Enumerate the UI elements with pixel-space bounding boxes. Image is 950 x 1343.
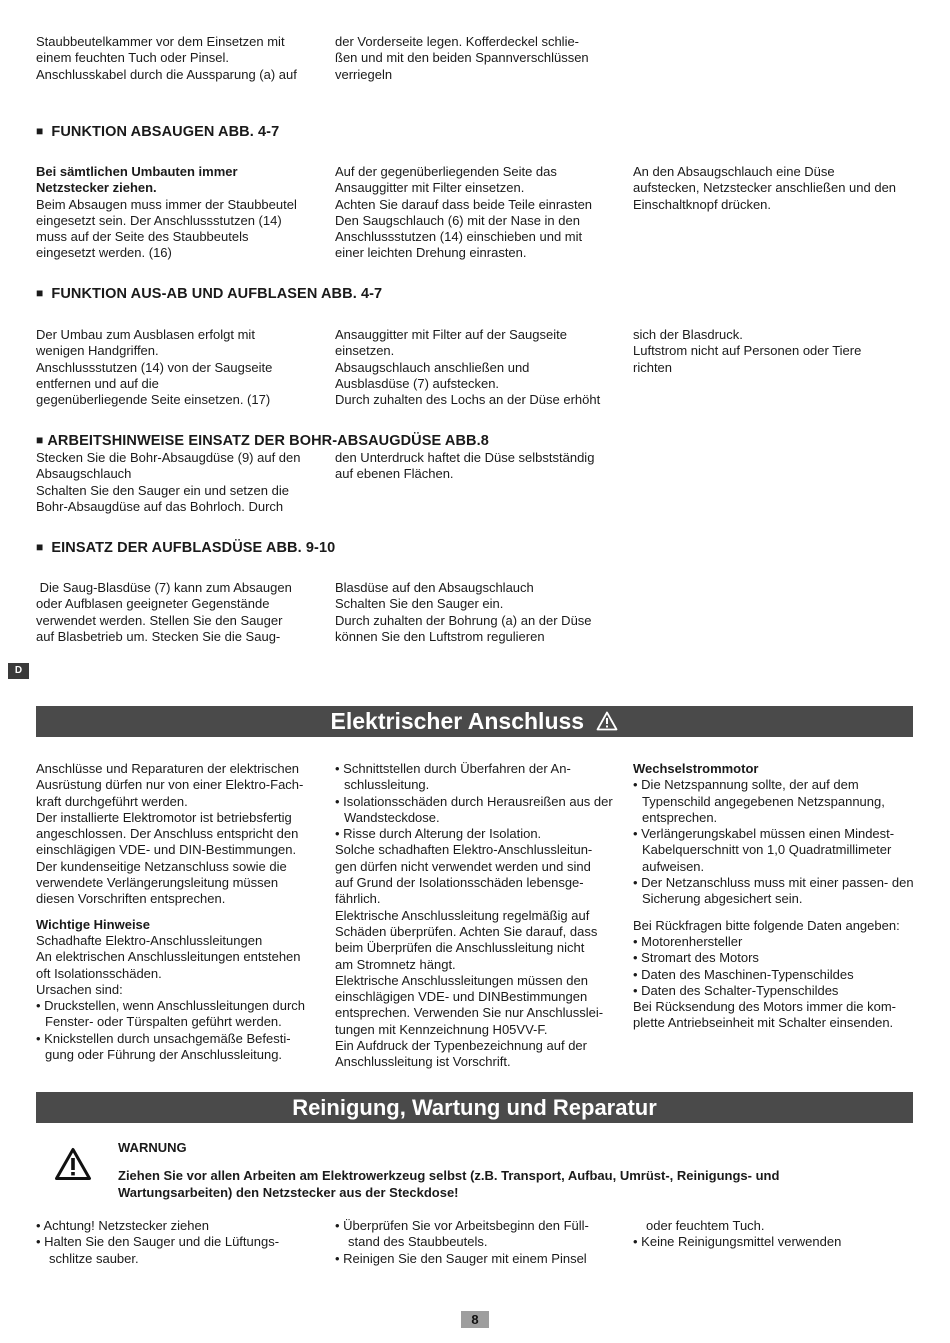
s1-col2 bbox=[335, 164, 625, 262]
heading-text: FUNKTION AUS-AB UND AUFBLASEN ABB. 4-7 bbox=[51, 286, 383, 302]
text-line: Achten Sie darauf dass beide Teile einrasten bbox=[335, 196, 593, 212]
text-line: Ansauggitter mit Filter auf der Saugseite bbox=[335, 327, 567, 342]
text-line: Schalten Sie den Sauger ein. bbox=[335, 596, 504, 612]
text-line: können Sie den Luftstrom regulieren bbox=[335, 628, 545, 644]
section-banner-elektrisch bbox=[36, 706, 913, 737]
top-col1 bbox=[36, 34, 326, 83]
text-line: eingesetzt sein. Der Anschlussstutzen (14) bbox=[36, 212, 282, 228]
text-line: wenigen Handgriffen. bbox=[36, 343, 159, 359]
text-line: An elektrischen Anschlussleitungen entstehen bbox=[36, 949, 301, 965]
text-line: Schadhafte Elektro-Anschlussleitungen bbox=[36, 932, 263, 948]
text-line: kraft durchgeführt werden. bbox=[36, 793, 188, 809]
text-line: Den Saugschlauch (6) mit der Nase in den bbox=[335, 212, 580, 228]
elec-col2 bbox=[335, 761, 620, 1071]
maint-col3 bbox=[633, 1218, 913, 1251]
list-item: • Überprüfen Sie vor Arbeitsbeginn den Füll- stand des Staubbeutels. bbox=[335, 1218, 589, 1250]
list-item: • Daten des Schalter-Typenschildes bbox=[633, 982, 839, 998]
text-line: Anschlussstutzen (14) einschieben und mit bbox=[335, 229, 583, 245]
list-item: • Isolationsschäden durch Herausreißen aus der Wandsteckdose. bbox=[335, 793, 613, 825]
s1-col3 bbox=[633, 164, 923, 213]
text-line: Bohr-Absaugdüse auf das Bohrloch. Durch bbox=[36, 498, 284, 514]
text-line: Solche schadhaften Elektro-Anschlussleitun- bbox=[335, 842, 593, 858]
text-line: Schalten Sie den Sauger ein und setzen die bbox=[36, 482, 289, 498]
text-line: Absaugschlauch bbox=[36, 466, 132, 482]
text-line: einem feuchten Tuch oder Pinsel. bbox=[36, 50, 229, 66]
text-line: Bei sämtlichen Umbauten immer bbox=[36, 164, 238, 179]
list-item: • Achtung! Netzstecker ziehen bbox=[36, 1218, 209, 1233]
text-line: Schäden überprüfen. Achten Sie darauf, dass bbox=[335, 923, 598, 939]
text-line: einsetzen. bbox=[335, 343, 395, 359]
text-line: einer leichten Drehung einrasten. bbox=[335, 245, 527, 261]
list-item: • Keine Reinigungsmittel verwenden bbox=[633, 1234, 842, 1250]
text-line: Ausblasdüse (7) aufstecken. bbox=[335, 375, 500, 391]
list-item: • Risse durch Alterung der Isolation. bbox=[335, 826, 542, 842]
list-item: • Reinigen Sie den Sauger mit einem Pinsel bbox=[335, 1250, 587, 1266]
banner-title: Elektrischer Anschluss bbox=[330, 708, 585, 734]
text-line: oft Isolationsschäden. bbox=[36, 965, 162, 981]
list-item: • Die Netzspannung sollte, der auf dem Typenschild angegebenen Netzspannung, entsprechen. bbox=[633, 777, 885, 825]
s2-col2 bbox=[335, 327, 625, 408]
text-line: Durch zuhalten des Lochs an der Düse erhöht bbox=[335, 392, 601, 408]
s2-col3 bbox=[633, 327, 923, 376]
text-line: der Vorderseite legen. Kofferdeckel schlie- bbox=[335, 34, 580, 49]
text-line: verwendete Verlängerungsleitung müssen bbox=[36, 875, 279, 891]
section-banner-reinigung bbox=[36, 1092, 913, 1123]
text-line: einschlägigen VDE- und DINBestimmungen bbox=[335, 989, 588, 1005]
text-line: Netzstecker ziehen. bbox=[36, 180, 157, 196]
warning-icon bbox=[596, 711, 618, 731]
text-line: Bei Rückfragen bitte folgende Daten angeben: bbox=[633, 917, 900, 933]
text-line: gen dürfen nicht verwendet werden und sind bbox=[335, 858, 591, 874]
text-line: aufstecken, Netzstecker anschließen und den bbox=[633, 180, 897, 196]
s4-col2 bbox=[335, 580, 625, 645]
elec-col3 bbox=[633, 761, 918, 1032]
text-line: Der Umbau zum Ausblasen erfolgt mit bbox=[36, 327, 255, 342]
text-line: Anschlussstutzen (14) von der Saugseite bbox=[36, 359, 273, 375]
list-item: • Schnittstellen durch Überfahren der An- schlussleitung. bbox=[335, 761, 571, 793]
text-line: einschlägigen VDE- und DIN-Bestimmungen. bbox=[36, 842, 297, 858]
text-line: Absaugschlauch anschließen und bbox=[335, 359, 530, 375]
text-line: Anschlussleitung ist Vorschrift. bbox=[335, 1054, 511, 1070]
list-item: • Der Netzanschluss muss mit einer passen- den Sicherung abgesichert sein. bbox=[633, 875, 914, 907]
s3-col2 bbox=[335, 450, 625, 483]
text-line: plette Antriebseinheit mit Schalter einsenden. bbox=[633, 1015, 894, 1031]
text-line: fährlich. bbox=[335, 891, 381, 907]
heading-text: EINSATZ DER AUFBLASDÜSE ABB. 9-10 bbox=[51, 540, 336, 556]
maint-col2 bbox=[335, 1218, 615, 1267]
s4-col1 bbox=[36, 580, 326, 645]
square-bullet-icon: ■ bbox=[36, 286, 44, 300]
text-line: Ursachen sind: bbox=[36, 981, 123, 997]
text-line: richten bbox=[633, 359, 673, 375]
text-line: Auf der gegenüberliegenden Seite das bbox=[335, 164, 557, 179]
text-line: Durch zuhalten der Bohrung (a) an der Düse bbox=[335, 612, 592, 628]
text-line: Bei Rücksendung des Motors immer die kom- bbox=[633, 999, 896, 1015]
section-heading-aufblasduese bbox=[36, 540, 335, 556]
text-line: auf Grund der Isolationsschäden lebensge- bbox=[335, 875, 584, 891]
subheading: Wichtige Hinweise bbox=[36, 916, 151, 932]
text-line: Luftstrom nicht auf Personen oder Tiere bbox=[633, 343, 862, 359]
text-line: Stecken Sie die Bohr-Absaugdüse (9) auf den bbox=[36, 450, 301, 465]
text-line: auf ebenen Flächen. bbox=[335, 466, 454, 482]
text-line: tungen mit Kennzeichnung H05VV-F. bbox=[335, 1021, 548, 1037]
warning-triangle-icon bbox=[54, 1147, 92, 1181]
maint-col1 bbox=[36, 1218, 316, 1267]
text-line: eingesetzt werden. (16) bbox=[36, 245, 172, 261]
text-line: den Unterdruck haftet die Düse selbstständig bbox=[335, 450, 595, 465]
heading-text: ARBEITSHINWEISE EINSATZ DER BOHR-ABSAUGDÜSE ABB.8 bbox=[47, 433, 489, 449]
text-line: muss auf der Seite des Staubbeutels bbox=[36, 229, 249, 245]
list-item: • Daten des Maschinen-Typenschildes bbox=[633, 966, 854, 982]
warning-title: WARNUNG bbox=[118, 1140, 187, 1155]
text-line: oder feuchtem Tuch. bbox=[646, 1218, 765, 1233]
text-line: Die Saug-Blasdüse (7) kann zum Absaugen bbox=[36, 580, 292, 595]
section-heading-aufblasen bbox=[36, 286, 382, 302]
subheading: Wechselstrommotor bbox=[633, 761, 759, 776]
list-item: • Druckstellen, wenn Anschlussleitungen durch Fenster- oder Türspalten geführt werden. bbox=[36, 998, 306, 1030]
warning-text: Ziehen Sie vor allen Arbeiten am Elektrowerkzeug selbst (z.B. Transport, Aufbau, Umrüst-, Reinigungs- und Wartungsarbeiten) den Netzstecker aus der Steckdose! bbox=[118, 1168, 780, 1200]
list-item: • Motorenhersteller bbox=[633, 933, 743, 949]
language-tag: D bbox=[8, 663, 29, 679]
text-line: verwendet werden. Stellen Sie den Sauger bbox=[36, 612, 283, 628]
elec-col1 bbox=[36, 761, 321, 1063]
page-number: 8 bbox=[461, 1311, 489, 1328]
text-line: gegenüberliegende Seite einsetzen. (17) bbox=[36, 392, 271, 408]
text-line: entsprechen. Verwenden Sie nur Anschlusslei- bbox=[335, 1005, 604, 1021]
text-line: auf Blasbetrieb um. Stecken Sie die Saug- bbox=[36, 628, 281, 644]
text-line: angeschlossen. Der Anschluss entspricht den bbox=[36, 826, 299, 842]
list-item: • Stromart des Motors bbox=[633, 950, 759, 966]
text-line: Einschaltknopf drücken. bbox=[633, 196, 772, 212]
text-line: Anschlüsse und Reparaturen der elektrischen bbox=[36, 761, 300, 776]
text-line: Ausrüstung dürfen nur von einer Elektro-Fach- bbox=[36, 777, 304, 793]
text-line: Der kundenseitige Netzanschluss sowie die bbox=[36, 858, 287, 874]
s3-col1 bbox=[36, 450, 326, 515]
text-line: Beim Absaugen muss immer der Staubbeutel bbox=[36, 196, 297, 212]
list-item: • Knickstellen durch unsachgemäße Befesti- gung oder Führung der Anschlussleitung. bbox=[36, 1030, 291, 1063]
heading-text: FUNKTION ABSAUGEN ABB. 4-7 bbox=[51, 124, 280, 140]
text-line: Ansauggitter mit Filter einsetzen. bbox=[335, 180, 525, 196]
text-line: Elektrische Anschlussleitungen müssen den bbox=[335, 972, 588, 988]
square-bullet-icon: ■ bbox=[36, 540, 44, 554]
square-bullet-icon: ■ bbox=[36, 433, 44, 447]
text-line: Blasdüse auf den Absaugschlauch bbox=[335, 580, 534, 595]
text-line: ßen und mit den beiden Spannverschlüssen bbox=[335, 50, 589, 66]
list-item: • Verlängerungskabel müssen einen Mindest- Kabelquerschnitt von 1,0 Quadratmillimeter aufweisen. bbox=[633, 826, 895, 874]
text-line: Ein Aufdruck der Typenbezeichnung auf der bbox=[335, 1038, 587, 1054]
text-line: am Stromnetz hängt. bbox=[335, 956, 456, 972]
text-line: diesen Vorschriften entsprechen. bbox=[36, 891, 226, 907]
text-line: Elektrische Anschlussleitung regelmäßig auf bbox=[335, 907, 590, 923]
text-line: Der installierte Elektromotor ist betriebsfertig bbox=[36, 809, 292, 825]
text-line: sich der Blasdruck. bbox=[633, 327, 743, 342]
square-bullet-icon: ■ bbox=[36, 124, 44, 138]
top-col2 bbox=[335, 34, 625, 83]
text-line: oder Aufblasen geeigneter Gegenstände bbox=[36, 596, 270, 612]
text-line: verriegeln bbox=[335, 66, 393, 82]
section-heading-bohr bbox=[36, 433, 489, 449]
s1-col1 bbox=[36, 164, 326, 262]
text-line: Staubbeutelkammer vor dem Einsetzen mit bbox=[36, 34, 285, 49]
s2-col1 bbox=[36, 327, 326, 408]
list-item: • Halten Sie den Sauger und die Lüftungs- schlitze sauber. bbox=[36, 1234, 280, 1266]
text-line: An den Absaugschlauch eine Düse bbox=[633, 164, 835, 179]
section-heading-absaugen bbox=[36, 124, 279, 140]
text-line: Anschlusskabel durch die Aussparung (a) auf bbox=[36, 66, 297, 82]
text-line: entfernen und auf die bbox=[36, 375, 159, 391]
banner-title: Reinigung, Wartung und Reparatur bbox=[292, 1095, 657, 1120]
text-line: beim Überprüfen die Anschlussleitung nicht bbox=[335, 940, 585, 956]
